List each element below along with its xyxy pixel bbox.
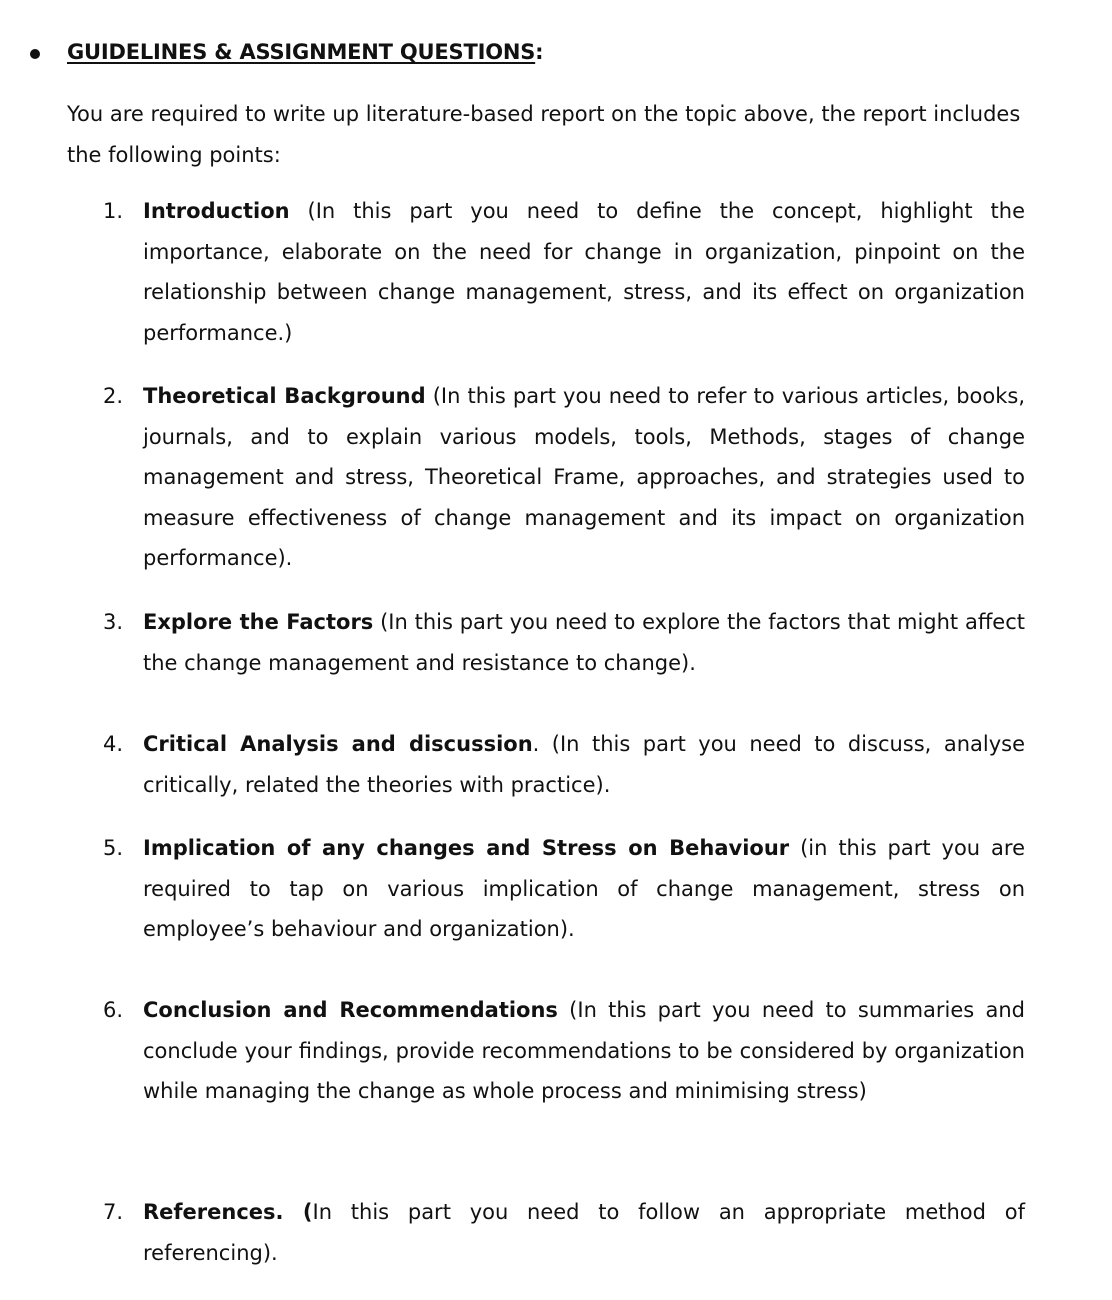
list-item-title: Explore the Factors <box>143 610 374 634</box>
section-heading <box>67 40 543 64</box>
list-item-number: 7. <box>103 1200 124 1224</box>
section-heading-colon: : <box>535 40 544 64</box>
list-item-implication <box>103 828 1025 950</box>
bullet-icon <box>30 49 40 59</box>
list-item-text: . (In this part you need to discuss, analyse critically, related the theories with practice). <box>143 732 1025 797</box>
list-item-references <box>103 1192 1025 1273</box>
list-item-title: Critical Analysis and discussion <box>143 732 533 756</box>
list-item-text: (in this part you are required to tap on various implication of change management, stress on employee’s behaviour and organization). <box>143 836 1025 941</box>
list-item-text: (In this part you need to define the concept, highlight the importance, elaborate on the need for change in organization, pinpoint on the relationship between change management, stress, and its effect on organization performance.) <box>143 199 1025 345</box>
list-item-text: (In this part you need to explore the factors that might affect the change management and resistance to change). <box>143 610 1025 675</box>
list-item-number: 2. <box>103 384 124 408</box>
intro-paragraph: You are required to write up literature-based report on the topic above, the report includes the following points: <box>67 102 1021 167</box>
list-item-text: In this part you need to follow an appropriate method of referencing). <box>143 1200 1025 1265</box>
list-item-number: 6. <box>103 998 124 1022</box>
list-item-number: 3. <box>103 610 124 634</box>
list-item-introduction <box>103 191 1025 353</box>
list-item-critical-analysis <box>103 724 1025 805</box>
list-item-number: 1. <box>103 199 124 223</box>
list-item-title: Theoretical Background <box>143 384 426 408</box>
section-heading-text: GUIDELINES & ASSIGNMENT QUESTIONS <box>67 40 536 64</box>
list-item-title-suffix: ( <box>283 1200 313 1224</box>
list-item-title: References. <box>143 1200 284 1224</box>
list-item-number: 5. <box>103 836 124 860</box>
list-item-title: Implication of any changes and Stress on Behaviour <box>143 836 790 860</box>
list-item-explore-factors <box>103 602 1025 683</box>
list-item-text: (In this part you need to summaries and conclude your findings, provide recommendations to be considered by organization while managing the change as whole process and minimising stress) <box>143 998 1025 1103</box>
list-item-title: Introduction <box>143 199 290 223</box>
list-item-theoretical-background <box>103 376 1025 579</box>
list-item-title: Conclusion and Recommendations <box>143 998 558 1022</box>
list-item-text: (In this part you need to refer to various articles, books, journals, and to explain various models, tools, Methods, stages of change management and stress, Theoretical Frame, approaches, and strategies used to measure effectiveness of change management and its impact on organization performance). <box>143 384 1025 570</box>
list-item-conclusion <box>103 990 1025 1112</box>
list-item-number: 4. <box>103 732 124 756</box>
